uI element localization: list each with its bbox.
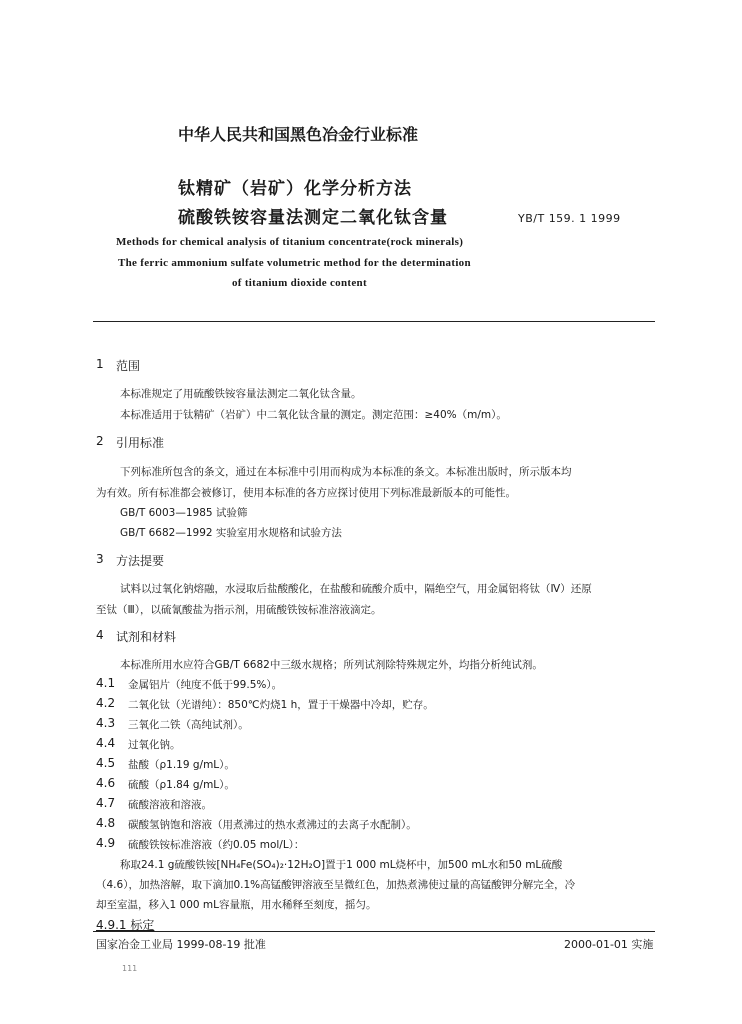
english-title-line-3: of titanium dioxide content <box>232 277 367 289</box>
header-divider <box>93 321 655 322</box>
approval-info: 国家冶金工业局 1999-08-19 批准 <box>96 938 266 951</box>
item-number: 4.9 <box>96 836 116 850</box>
item-text: 金属铝片（纯度不低于99.5%）。 <box>128 679 283 691</box>
item-number: 4.3 <box>96 716 116 730</box>
item-number: 4.6 <box>96 776 116 790</box>
section-3-number: 3 <box>96 552 104 566</box>
section-2-paragraph-line-1: 下列标准所包含的条文，通过在本标准中引用而构成为本标准的条文。本标准出版时，所示版本均 <box>120 466 572 478</box>
english-title-line-1: Methods for chemical analysis of titanium concentrate(rock minerals) <box>116 236 464 248</box>
item-text: 过氧化钠。 <box>128 739 181 751</box>
item-4-9-paragraph-line-3: 却至室温，移入1 000 mL容量瓶，用水稀释至刻度，摇匀。 <box>96 899 377 911</box>
effective-date: 2000-01-01 实施 <box>564 938 654 951</box>
item-number: 4.2 <box>96 696 116 710</box>
item-number: 4.4 <box>96 736 116 750</box>
item-text: 硫酸铁铵标准溶液（约0.05 mol/L）： <box>128 839 305 851</box>
item-4-9-paragraph-line-2: （4.6），加热溶解，取下滴加0.1%高锰酸钾溶液至呈微红色，加热煮沸使过量的高锰酸钾分解完全，冷 <box>96 879 576 891</box>
page-mark: 111 <box>122 964 138 973</box>
item-number: 4.5 <box>96 756 116 770</box>
section-3-title: 方法提要 <box>116 554 165 568</box>
subsection-4-9-1: 4.9.1 标定 <box>96 918 155 932</box>
section-4-title: 试剂和材料 <box>116 630 177 644</box>
standard-code: YB/T 159. 1 1999 <box>518 212 621 225</box>
item-number: 4.1 <box>96 676 116 690</box>
title-line-1: 钛精矿（岩矿）化学分析方法 <box>178 179 412 199</box>
section-1-paragraph-1: 本标准规定了用硫酸铁铵容量法测定二氧化钛含量。 <box>120 388 362 400</box>
section-1-number: 1 <box>96 357 104 371</box>
section-4-intro: 本标准所用水应符合GB/T 6682中三级水规格；所列试剂除特殊规定外，均指分析纯试剂。 <box>120 659 543 671</box>
section-3-paragraph-line-2: 至钛（Ⅲ），以硫氰酸盐为指示剂，用硫酸铁铵标准溶液滴定。 <box>96 604 382 616</box>
item-text: 盐酸（ρ1.19 g/mL）。 <box>128 759 235 771</box>
section-2-reference-2: GB/T 6682—1992 实验室用水规格和试验方法 <box>120 527 342 539</box>
section-2-number: 2 <box>96 434 104 448</box>
item-4-9-paragraph-line-1: 称取24.1 g硫酸铁铵[NH₄Fe(SO₄)₂·12H₂O]置于1 000 mL烧杯中，加500 mL水和50 mL硫酸 <box>120 859 563 871</box>
item-text: 二氧化钛（光谱纯）：850℃灼烧1 h，置于干燥器中冷却，贮存。 <box>128 699 434 711</box>
section-4-number: 4 <box>96 628 104 642</box>
item-number: 4.8 <box>96 816 116 830</box>
section-1-title: 范围 <box>116 359 141 373</box>
issuing-organization: 中华人民共和国黑色冶金行业标准 <box>178 125 419 144</box>
title-line-2: 硫酸铁铵容量法测定二氧化钛含量 <box>178 208 448 228</box>
section-1-paragraph-2: 本标准适用于钛精矿（岩矿）中二氧化钛含量的测定。测定范围：≥40%（m/m）。 <box>120 409 507 421</box>
section-2-title: 引用标准 <box>116 436 165 450</box>
item-text: 三氧化二铁（高纯试剂）。 <box>128 719 249 731</box>
english-title-line-2: The ferric ammonium sulfate volumetric method for the determination <box>118 257 471 269</box>
section-2-reference-1: GB/T 6003—1985 试验筛 <box>120 507 248 519</box>
item-text: 硫酸（ρ1.84 g/mL）。 <box>128 779 235 791</box>
item-number: 4.7 <box>96 796 116 810</box>
section-3-paragraph-line-1: 试料以过氧化钠熔融，水浸取后盐酸酸化，在盐酸和硫酸介质中，隔绝空气，用金属铝将钛（Ⅳ）还原 <box>120 583 592 595</box>
item-text: 碳酸氢钠饱和溶液（用煮沸过的热水煮沸过的去离子水配制）。 <box>128 819 417 831</box>
item-text: 硫酸溶液和溶液。 <box>128 799 212 811</box>
section-2-paragraph-line-2: 为有效。所有标准都会被修订，使用本标准的各方应探讨使用下列标准最新版本的可能性。 <box>96 487 516 499</box>
footer-divider <box>93 931 655 932</box>
